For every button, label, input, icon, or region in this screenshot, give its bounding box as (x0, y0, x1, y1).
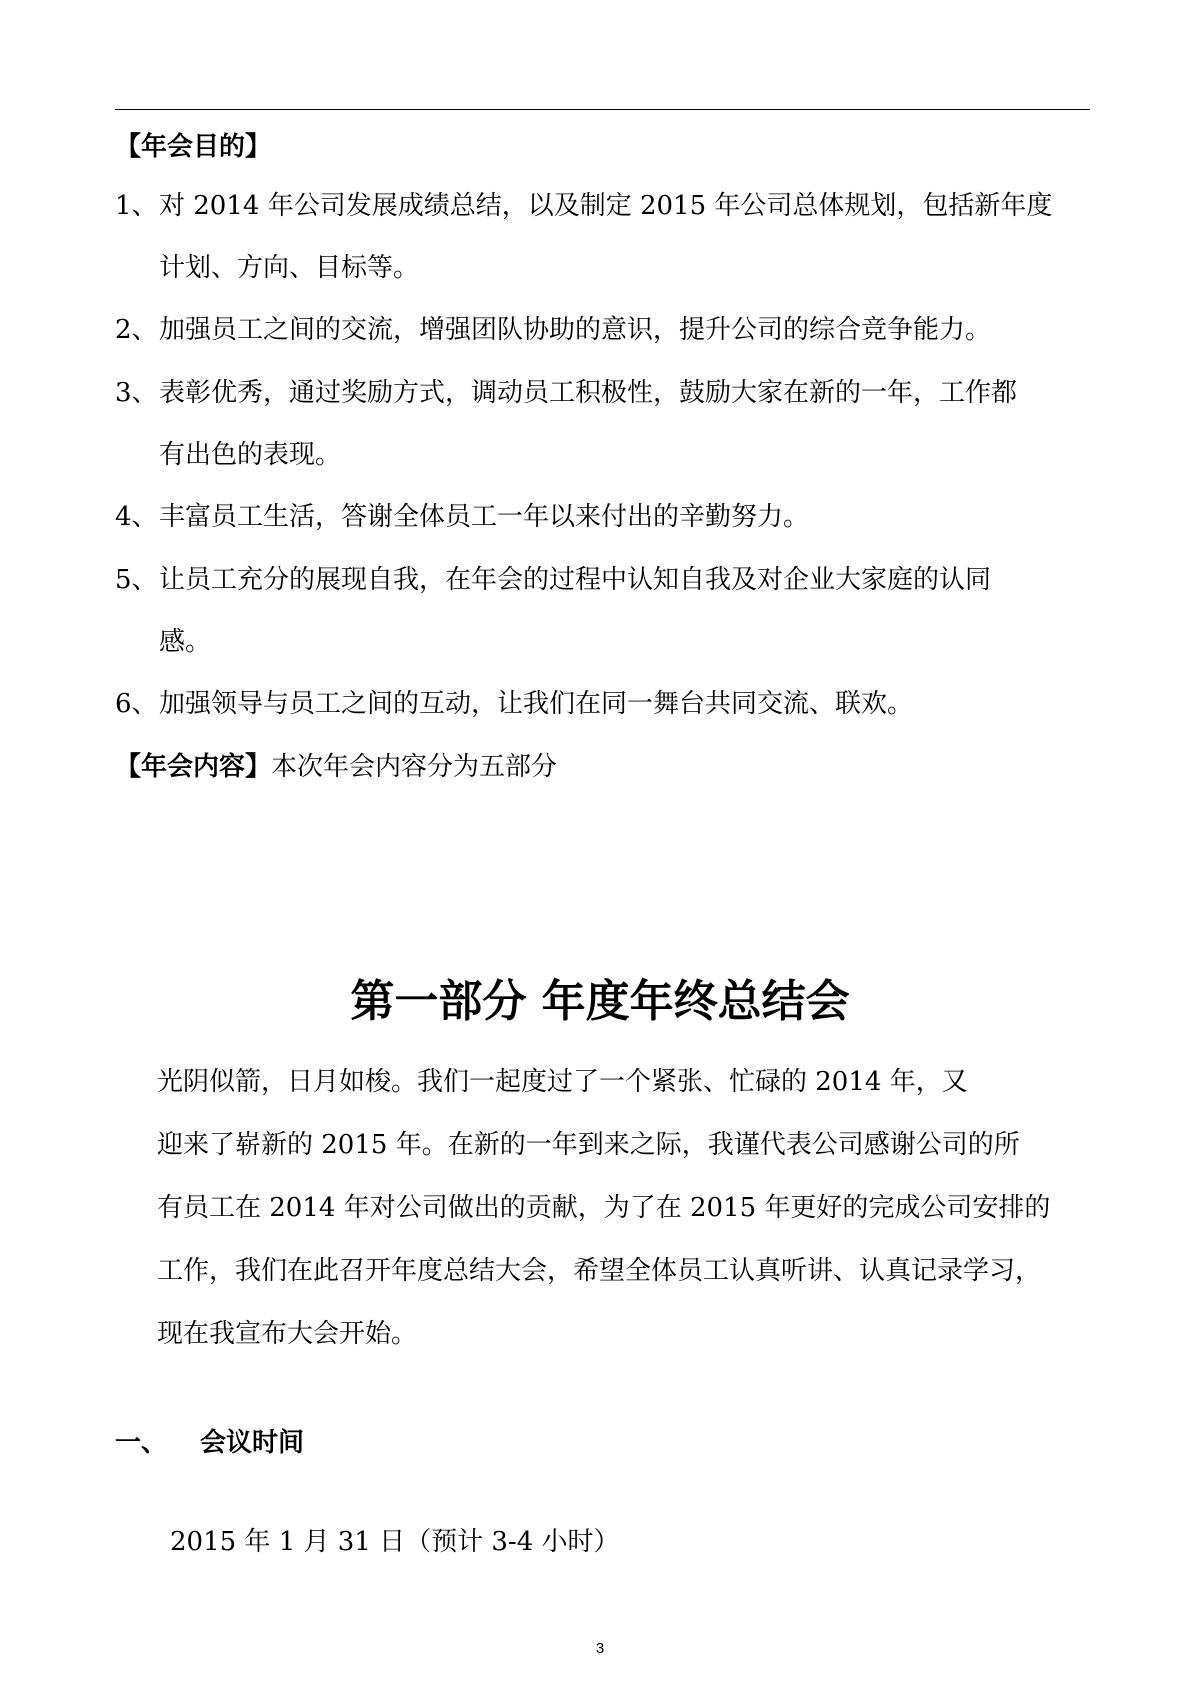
paragraph-line: 工作，我们在此召开年度总结大会，希望全体员工认真听讲、认真记录学习， (157, 1256, 1042, 1286)
paragraph-line: 迎来了崭新的 2015 年。在新的一年到来之际，我谨代表公司感谢公司的所 (157, 1130, 1020, 1160)
list-item-text: 让员工充分的展现自我，在年会的过程中认知自我及对企业大家庭的认同 (159, 565, 992, 595)
list-item-number: 4、 (115, 502, 158, 532)
list-item-text-continued: 感。 (159, 627, 212, 657)
list-item-number: 1、 (115, 191, 158, 221)
list-item-text-continued: 有出色的表现。 (159, 440, 342, 470)
list-item-number: 3、 (115, 378, 158, 408)
list-item-number: 5、 (115, 565, 158, 595)
content-line (115, 750, 1090, 784)
list-item-number: 2、 (115, 315, 158, 345)
header-rule (115, 109, 1090, 110)
meeting-time: 2015 年 1 月 31 日（预计 3-4 小时） (170, 1527, 620, 1557)
purpose-heading: 【年会目的】 (115, 132, 272, 162)
paragraph-line: 光阴似箭，日月如梭。我们一起度过了一个紧张、忙碌的 2014 年，又 (157, 1067, 968, 1097)
section-number: 一、 (115, 1428, 168, 1458)
part-title: 第一部分 年度年终总结会 (350, 976, 850, 1027)
list-item-number: 6、 (115, 689, 158, 719)
section-title: 会议时间 (200, 1428, 305, 1458)
list-item-text: 加强领导与员工之间的互动，让我们在同一舞台共同交流、联欢。 (159, 689, 914, 719)
content-heading: 【年会内容】 (115, 752, 272, 782)
list-item-text-continued: 计划、方向、目标等。 (159, 253, 420, 283)
content-text: 本次年会内容分为五部分 (271, 752, 558, 782)
list-item-text: 丰富员工生活，答谢全体员工一年以来付出的辛勤努力。 (159, 502, 810, 532)
list-item-text: 表彰优秀，通过奖励方式，调动员工积极性，鼓励大家在新的一年，工作都 (159, 378, 1018, 408)
list-item-text: 加强员工之间的交流，增强团队协助的意识，提升公司的综合竞争能力。 (159, 315, 992, 345)
paragraph-line: 现在我宣布大会开始。 (157, 1319, 418, 1349)
page-number: 3 (595, 1640, 605, 1657)
list-item-text: 对 2014 年公司发展成绩总结，以及制定 2015 年公司总体规划，包括新年度 (159, 191, 1053, 221)
paragraph-line: 有员工在 2014 年对公司做出的贡献，为了在 2015 年更好的完成公司安排的 (157, 1193, 1051, 1223)
